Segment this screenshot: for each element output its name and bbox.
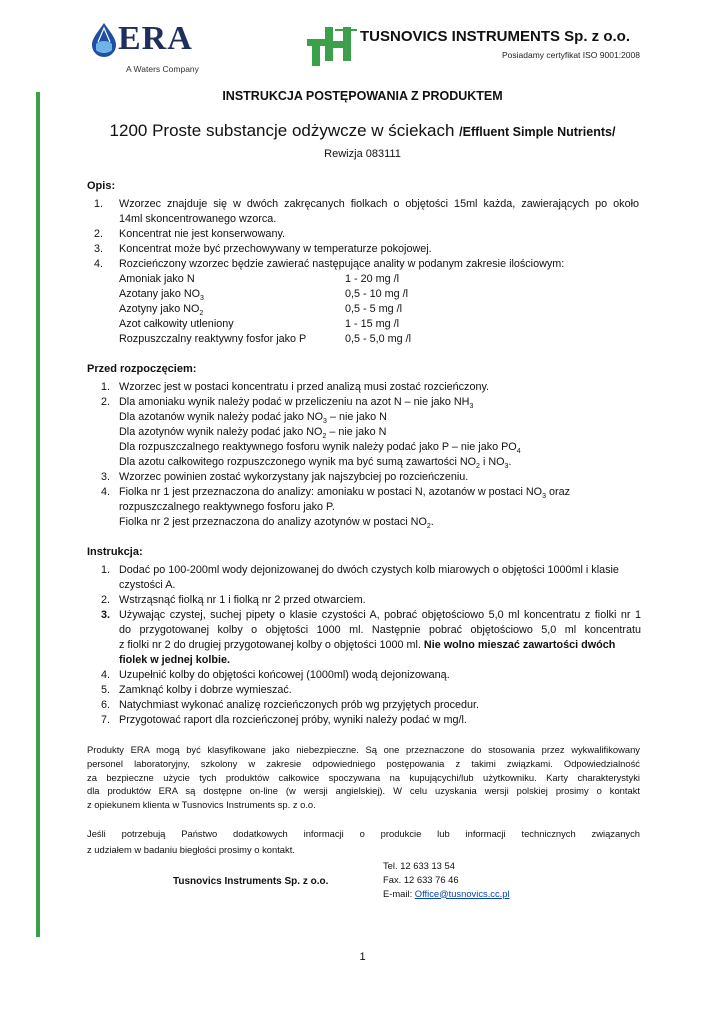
list-item: do przygotowanej kolby o objętości 1000 ml. Następnie pobrać objętościowo 5,0 ml koncentratu bbox=[119, 624, 641, 636]
disclaimer-line: Produkty ERA mogą być klasyfikowane jako niebezpieczne. Są one przeznaczone do stosowania przez wykwalifikowany bbox=[87, 744, 640, 755]
company-certificate: Posiadamy certyfikat ISO 9001:2008 bbox=[502, 50, 640, 60]
contact-email-link[interactable]: Office@tusnovics.cc.pl bbox=[414, 887, 510, 899]
era-logo-text: ERA bbox=[118, 20, 193, 57]
list-item: rozpuszczalnego reaktywnego fosforu jako P. bbox=[119, 501, 335, 513]
list-item: Zamknąć kolby i dobrze wymieszać. bbox=[119, 684, 292, 696]
contact-company: Tusnovics Instruments Sp. z o.o. bbox=[173, 876, 329, 887]
green-margin-line bbox=[36, 92, 40, 937]
list-item: Dla amoniaku wynik należy podać w przeliczeniu na azot N – nie jako $NH_3$ bbox=[119, 396, 474, 411]
list-item: Fiolka nr 2 jest przeznaczona do analizy azotynów w postaci $NO_2$. bbox=[119, 516, 434, 531]
analyte-row bbox=[119, 287, 519, 302]
list-number: 2. bbox=[94, 228, 104, 240]
analyte-table bbox=[119, 272, 519, 344]
document-heading: INSTRUKCJA POSTĘPOWANIA Z PRODUKTEM bbox=[222, 89, 503, 103]
era-logo-subtitle: A Waters Company bbox=[126, 64, 199, 74]
disclaimer-line: dla produktów ERA są dostępne on-line (w wersji angielskiej). W celu uzyskania wersji polskiej prosimy o kontakt bbox=[87, 785, 640, 797]
list-item: Dla azotanów wynik należy podać jako $NO_3$ – nie jako N bbox=[119, 411, 387, 426]
analyte-row bbox=[119, 332, 519, 347]
list-item: Dodać po 100-200ml wody dejonizowanej do dwóch czystych kolb miarowych o objętości 1000ml i klasie bbox=[119, 564, 619, 576]
list-item: Wzorzec znajduje się w dwóch zakręcanych fiolkach o objętości 15ml każda, zawierających po około bbox=[119, 198, 639, 210]
section-opis-label: Opis: bbox=[87, 180, 116, 192]
list-item: Dla azotu całkowitego rozpuszczonego wynik ma być sumą zawartości $NO_2$ i $NO_3$. bbox=[119, 456, 512, 471]
analyte-name: Azot całkowity utleniony bbox=[119, 318, 234, 330]
contact-info bbox=[87, 827, 640, 857]
product-title bbox=[0, 121, 725, 141]
contact-email-line: E-mail: Office@tusnovics.cc.pl bbox=[383, 887, 510, 899]
analyte-row bbox=[119, 272, 519, 287]
revision: Rewizja 083111 bbox=[324, 148, 401, 160]
list-item: Koncentrat nie jest konserwowany. bbox=[119, 228, 286, 240]
section-przed-label: Przed rozpoczęciem: bbox=[87, 363, 197, 375]
analyte-row bbox=[119, 302, 519, 317]
page-number: 1 bbox=[359, 951, 366, 963]
contact-line: z udziałem w badaniu biegłości prosimy o kontakt. bbox=[87, 843, 295, 855]
list-item: Wstrząsnąć fiolką nr 1 i fiolką nr 2 przed otwarciem. bbox=[119, 594, 366, 606]
instrukcja-list: 1. Dodać po 100-200ml wody dejonizowanej do dwóch czystych kolb miarowych o objętości 1000ml i klasie czystości A. 2. Wstrząsnąć fiolką nr 1 i fiolką nr 2 przed otwarciem. 3. Używając czystej, suchej pipety o klasie czystości A, pobrać objętościowo 5,0 ml koncentratu z fiolki nr 1 do przygotowanej kolby o objętości 1000 ml. Następnie pobrać objętościowo 5,0 ml koncentratu z fiolki nr 2 do drugiej przygotowanej kolby o objętości 1000 ml. Nie wolno mieszać zawartości dwóch fiolek w jednej kolbie. 4. Uzupełnić kolby do objętości końcowej (1000ml) wodą dejonizowaną. 5. Zamknąć kolby i dobrze wymieszać. 6. Natychmiast wykonać analizę rozcieńczonych prób wg przyjętych procedur. 7. Przygotować raport dla rozcieńczonej próby, wyniki należy podać w mg/l. bbox=[101, 564, 641, 726]
company-title: TUSNOVICS INSTRUMENTS Sp. z o.o. bbox=[360, 28, 631, 45]
disclaimer-line: personel laboratoryjny, szkolony w zakresie odpowiedniego postępowania z takimi związkami. Odpowiedzialność bbox=[87, 757, 640, 769]
tusnovics-th-logo-icon bbox=[305, 25, 357, 67]
contact-tel: Tel. 12 633 13 54 bbox=[383, 860, 455, 871]
analyte-row bbox=[119, 317, 519, 332]
list-item: Natychmiast wykonać analizę rozcieńczonych prób wg przyjętych procedur. bbox=[119, 699, 480, 711]
analyte-name: Amoniak jako N bbox=[119, 273, 195, 285]
analyte-range: 0,5 - 5,0 mg /l bbox=[345, 333, 412, 345]
era-drop-icon bbox=[90, 22, 118, 58]
era-logo bbox=[90, 20, 220, 78]
list-item: Dla azotynów wynik należy podać jako $NO_2$ – nie jako N bbox=[119, 426, 387, 441]
list-item: Wzorzec powinien zostać wykorzystany jak najszybciej po rozcieńczeniu. bbox=[119, 471, 469, 483]
analyte-range: 0,5 - 10 mg /l bbox=[345, 288, 409, 300]
disclaimer bbox=[87, 743, 640, 812]
analyte-name: Azotany jako $NO_3$ bbox=[119, 288, 204, 303]
analyte-name: Rozpuszczalny reaktywny fosfor jako P bbox=[119, 333, 307, 345]
contact-details bbox=[383, 859, 510, 900]
section-instrukcja-label: Instrukcja: bbox=[87, 546, 143, 558]
contact-line: Jeśli potrzebują Państwo dodatkowych informacji o produkcie lub informacji technicznych związanych bbox=[87, 828, 640, 839]
list-item: Fiolka nr 1 jest przeznaczona do analizy: amoniaku w postaci N, azotanów w postaci $NO_3$ oraz bbox=[119, 486, 571, 501]
list-item: Wzorzec jest w postaci koncentratu i przed analizą musi zostać rozcieńczony. bbox=[119, 381, 490, 393]
list-number: 1. bbox=[94, 198, 104, 210]
analyte-range: 1 - 15 mg /l bbox=[345, 318, 400, 330]
list-item: Rozcieńczony wzorzec będzie zawierać następujące anality w podanym zakresie ilościowym: bbox=[119, 258, 565, 270]
list-item: czystości A. bbox=[119, 579, 176, 591]
list-number: 3. bbox=[94, 243, 104, 255]
opis-list bbox=[94, 197, 639, 347]
list-item: Używając czystej, suchej pipety o klasie czystości A, pobrać objętościowo 5,0 ml koncentratu z fiolki nr 1 bbox=[119, 609, 641, 621]
analyte-range: 0,5 - 5 mg /l bbox=[345, 303, 403, 315]
list-item: Koncentrat może być przechowywany w temperaturze pokojowej. bbox=[119, 243, 432, 255]
analyte-range: 1 - 20 mg /l bbox=[345, 273, 400, 285]
disclaimer-line: z opiekunem klienta w Tusnovics Instruments sp. z o.o. bbox=[87, 799, 316, 811]
list-item: Przygotować raport dla rozcieńczonej próby, wyniki należy podać w mg/l. bbox=[119, 714, 467, 726]
list-number: 4. bbox=[94, 258, 104, 270]
analyte-name: Azotyny jako $NO_2$ bbox=[119, 303, 204, 318]
list-item: Dla rozpuszczalnego reaktywnego fosforu wynik należy podać jako P – nie jako $PO_4$ bbox=[119, 441, 521, 456]
product-title-english: /Effluent Simple Nutrients/ bbox=[459, 125, 616, 139]
przed-list: 1. Wzorzec jest w postaci koncentratu i przed analizą musi zostać rozcieńczony. 2. Dla amoniaku wynik należy podać w przeliczeniu na azot N – nie jako $NH_3$ Dla azotanów wynik należy podać jako $NO_3$ – nie jako N Dla azotynów wynik należy podać jako $NO_2$ – nie jako N Dla rozpuszczalnego reaktywnego fosforu wynik należy podać jako P – nie jako $PO_4$ Dla azotu całkowitego rozpuszczonego wynik ma być sumą zawartości $NO_2$ i $NO_3$. 3. Wzorzec powinien zostać wykorzystany jak najszybciej po rozcieńczeniu. 4. Fiolka nr 1 jest przeznaczona do analizy: amoniaku w postaci N, azotanów w postaci $NO_3$ oraz rozpuszczalnego reaktywnego fosforu jako P. Fiolka nr 2 jest przeznaczona do analizy azotynów w postaci $NO_2$. bbox=[101, 380, 646, 530]
list-item: fiolek w jednej kolbie. bbox=[119, 654, 230, 666]
list-item: z fiolki nr 2 do drugiej przygotowanej kolby o objętości 1000 ml. Nie wolno mieszać zawartości dwóch bbox=[119, 639, 616, 651]
product-title-main: 1200 Proste substancje odżywcze w ściekach bbox=[109, 121, 460, 140]
disclaimer-line: za bezpieczne użycie tych produktów całkowice spoczywana na kupującychi/lub użytkowniku. Karty charakterystyki bbox=[87, 771, 640, 783]
contact-fax: Fax. 12 633 76 46 bbox=[383, 873, 459, 885]
list-item: 14ml skoncentrowanego wzorca. bbox=[119, 213, 277, 225]
list-item: Uzupełnić kolby do objętości końcowej (1000ml) wodą dejonizowaną. bbox=[119, 669, 450, 681]
